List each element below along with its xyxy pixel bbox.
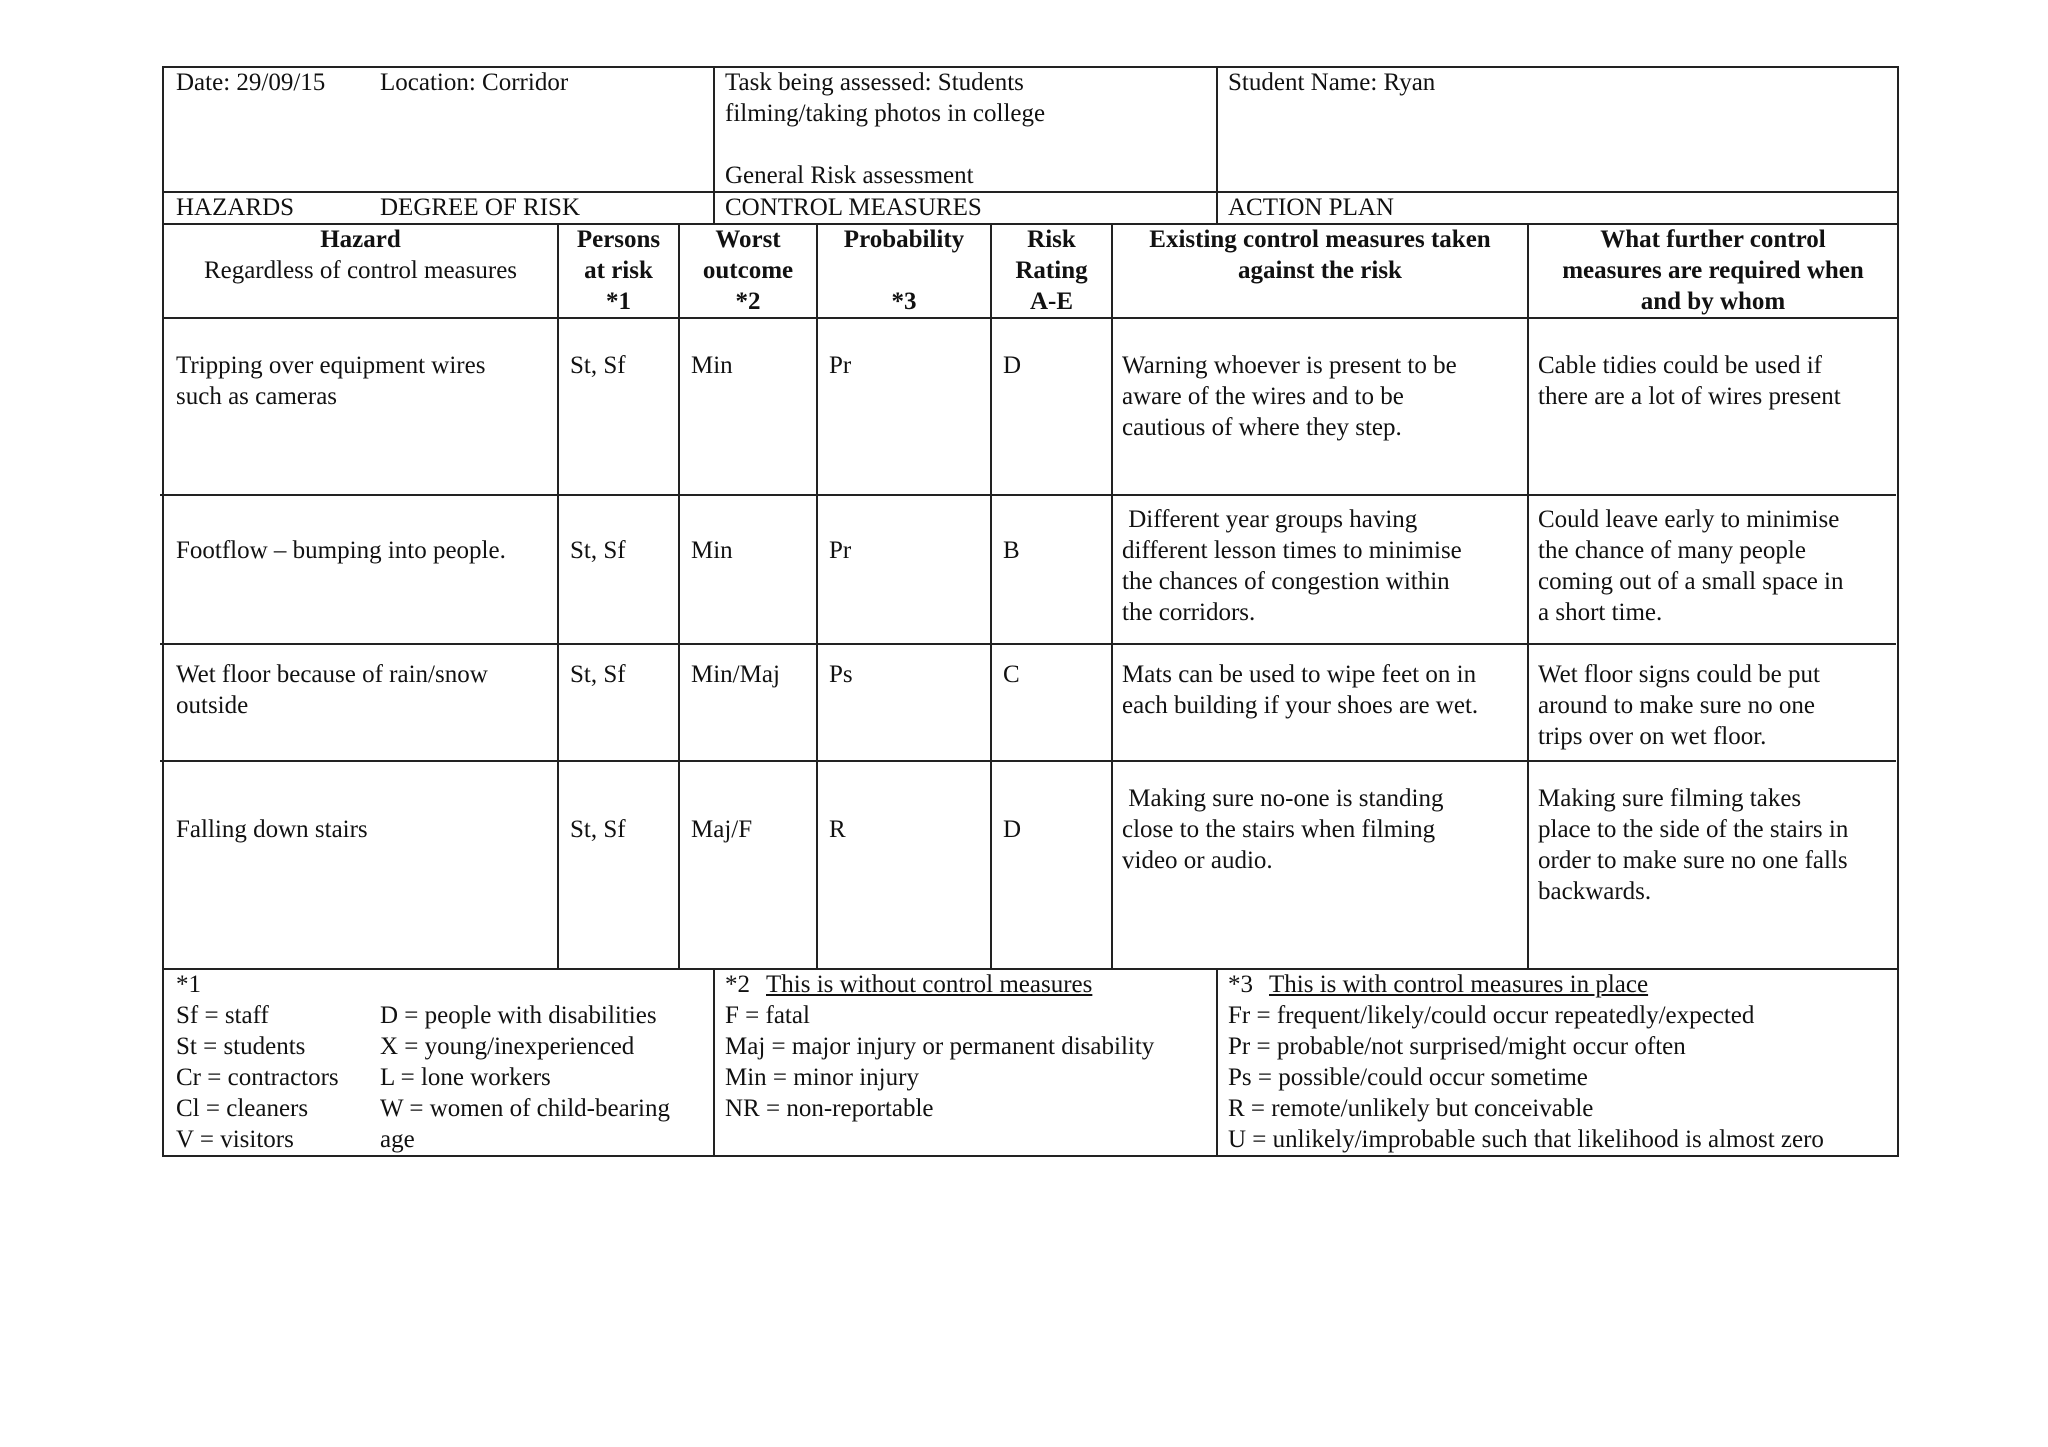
row4-hazard-1: Falling down stairs [176, 816, 368, 843]
row1-further-1: Cable tidies could be used if [1538, 352, 1822, 379]
col-persons-2: at risk [584, 257, 653, 284]
key3-item-4: R = remote/unlikely but conceivable [1228, 1095, 1594, 1122]
row3-probability: Ps [829, 661, 853, 688]
key1-left-2: St = students [176, 1033, 306, 1060]
section-hazards: HAZARDS [176, 194, 295, 221]
task-line-2: filming/taking photos in college [725, 100, 1046, 127]
rule-col-risk [990, 223, 992, 970]
row2-probability: Pr [829, 537, 852, 564]
key1-right-4: W = women of child-bearing [380, 1095, 670, 1122]
col-further-2: measures are required when [1562, 257, 1864, 284]
row2-worst: Min [691, 537, 733, 564]
border-right [1897, 66, 1899, 1157]
section-action-plan: ACTION PLAN [1228, 194, 1394, 221]
col-existing-2: against the risk [1238, 257, 1402, 284]
col-further-1: What further control [1600, 226, 1826, 253]
row2-further-2: the chance of many people [1538, 537, 1806, 564]
key2-marker: *2 [725, 971, 750, 998]
date-field: Date: 29/09/15 [176, 69, 326, 96]
row3-risk: C [1003, 661, 1020, 688]
row4-further-3: order to make sure no one falls [1538, 847, 1848, 874]
key3-item-1: Fr = frequent/likely/could occur repeatedly/expected [1228, 1002, 1755, 1029]
row2-further-4: a short time. [1538, 599, 1663, 626]
key1-right-2: X = young/inexperienced [380, 1033, 635, 1060]
col-persons-3: *1 [606, 288, 631, 315]
row4-further-2: place to the side of the stairs in [1538, 816, 1849, 843]
key1-right-3: L = lone workers [380, 1064, 551, 1091]
border-bottom [162, 1155, 1899, 1157]
task-line-3: General Risk assessment [725, 162, 974, 189]
key1-left-3: Cr = contractors [176, 1064, 339, 1091]
key2-item-2: Maj = major injury or permanent disability [725, 1033, 1155, 1060]
section-degree-of-risk: DEGREE OF RISK [380, 194, 581, 221]
key3-item-5: U = unlikely/improbable such that likelihood is almost zero [1228, 1126, 1824, 1153]
row1-risk: D [1003, 352, 1022, 379]
row3-hazard-1: Wet floor because of rain/snow [176, 661, 488, 688]
key2-title: This is without control measures [766, 971, 1093, 998]
row3-existing-1: Mats can be used to wipe feet on in [1122, 661, 1477, 688]
key1-right-5: age [380, 1126, 415, 1153]
row3-further-2: around to make sure no one [1538, 692, 1816, 719]
rule-col-probability [816, 223, 818, 970]
row1-worst: Min [691, 352, 733, 379]
key2-item-1: F = fatal [725, 1002, 810, 1029]
col-probability-1: Probability [843, 226, 965, 253]
rule-v-713-top [713, 66, 715, 225]
row1-persons: St, Sf [570, 352, 626, 379]
row1-hazard-2: such as cameras [176, 383, 338, 410]
location-field: Location: Corridor [380, 69, 569, 96]
row4-persons: St, Sf [570, 816, 626, 843]
row1-hazard-1: Tripping over equipment wires [176, 352, 486, 379]
col-risk-2: Rating [1015, 257, 1088, 284]
student-name-field: Student Name: Ryan [1228, 69, 1436, 96]
row4-existing-3: video or audio. [1122, 847, 1273, 874]
row4-further-1: Making sure filming takes [1538, 785, 1802, 812]
col-hazard-subtitle: Regardless of control measures [203, 257, 518, 284]
rule-colheader-bottom [162, 317, 1899, 319]
key1-right-1: D = people with disabilities [380, 1002, 657, 1029]
key3-title: This is with control measures in place [1269, 971, 1649, 998]
row2-risk: B [1003, 537, 1020, 564]
key3-item-3: Ps = possible/could occur sometime [1228, 1064, 1588, 1091]
row2-existing-4: the corridors. [1122, 599, 1256, 626]
col-hazard-title: Hazard [320, 226, 401, 253]
col-risk-3: A-E [1029, 288, 1074, 315]
col-probability-2: *3 [891, 288, 917, 315]
row1-existing-3: cautious of where they step. [1122, 414, 1402, 441]
row4-existing-2: close to the stairs when filming [1122, 816, 1436, 843]
key1-left-1: Sf = staff [176, 1002, 269, 1029]
row2-further-3: coming out of a small space in [1538, 568, 1844, 595]
col-worst-3: *2 [735, 288, 761, 315]
rule-row1-bottom [160, 494, 1896, 496]
key1-title: *1 [176, 971, 201, 998]
key1-left-4: Cl = cleaners [176, 1095, 309, 1122]
row4-worst: Maj/F [691, 816, 753, 843]
row1-further-2: there are a lot of wires present [1538, 383, 1841, 410]
row2-hazard-1: Footflow – bumping into people. [176, 537, 506, 564]
row4-further-4: backwards. [1538, 878, 1652, 905]
col-risk-1: Risk [1027, 226, 1076, 253]
row3-persons: St, Sf [570, 661, 626, 688]
row2-existing-2: different lesson times to minimise [1122, 537, 1462, 564]
key1-left-5: V = visitors [176, 1126, 294, 1153]
rule-col-persons [557, 223, 559, 970]
col-worst-1: Worst [715, 226, 781, 253]
row4-probability: R [829, 816, 846, 843]
rule-row3-bottom [160, 760, 1896, 762]
key2-item-4: NR = non-reportable [725, 1095, 934, 1122]
rule-v-713-key [713, 968, 715, 1157]
col-existing-1: Existing control measures taken [1149, 226, 1491, 253]
row3-worst: Min/Maj [691, 661, 780, 688]
row1-probability: Pr [829, 352, 852, 379]
rule-row2-bottom [160, 643, 1896, 645]
rule-col-worst [678, 223, 680, 970]
row2-further-1: Could leave early to minimise [1538, 506, 1840, 533]
rule-col-existing [1111, 223, 1113, 970]
section-control-measures: CONTROL MEASURES [725, 194, 982, 221]
key3-marker: *3 [1228, 971, 1253, 998]
row1-existing-1: Warning whoever is present to be [1122, 352, 1457, 379]
task-line-1: Task being assessed: Students [725, 69, 1024, 96]
col-worst-2: outcome [702, 257, 794, 284]
col-further-3: and by whom [1640, 288, 1786, 315]
row3-hazard-2: outside [176, 692, 249, 719]
row3-existing-2: each building if your shoes are wet. [1122, 692, 1479, 719]
row2-existing-3: the chances of congestion within [1122, 568, 1450, 595]
row3-further-1: Wet floor signs could be put [1538, 661, 1820, 688]
row1-existing-2: aware of the wires and to be [1122, 383, 1404, 410]
row4-risk: D [1003, 816, 1022, 843]
row2-persons: St, Sf [570, 537, 626, 564]
row2-existing-1: Different year groups having [1122, 506, 1418, 533]
row3-further-3: trips over on wet floor. [1538, 723, 1767, 750]
col-persons-1: Persons [576, 226, 661, 253]
key2-item-3: Min = minor injury [725, 1064, 919, 1091]
key3-item-2: Pr = probable/not surprised/might occur often [1228, 1033, 1686, 1060]
rule-col-further [1527, 223, 1529, 970]
row4-existing-1: Making sure no-one is standing [1122, 785, 1444, 812]
rule-v-1216-top [1216, 66, 1218, 225]
rule-v-1216-key [1216, 968, 1218, 1157]
